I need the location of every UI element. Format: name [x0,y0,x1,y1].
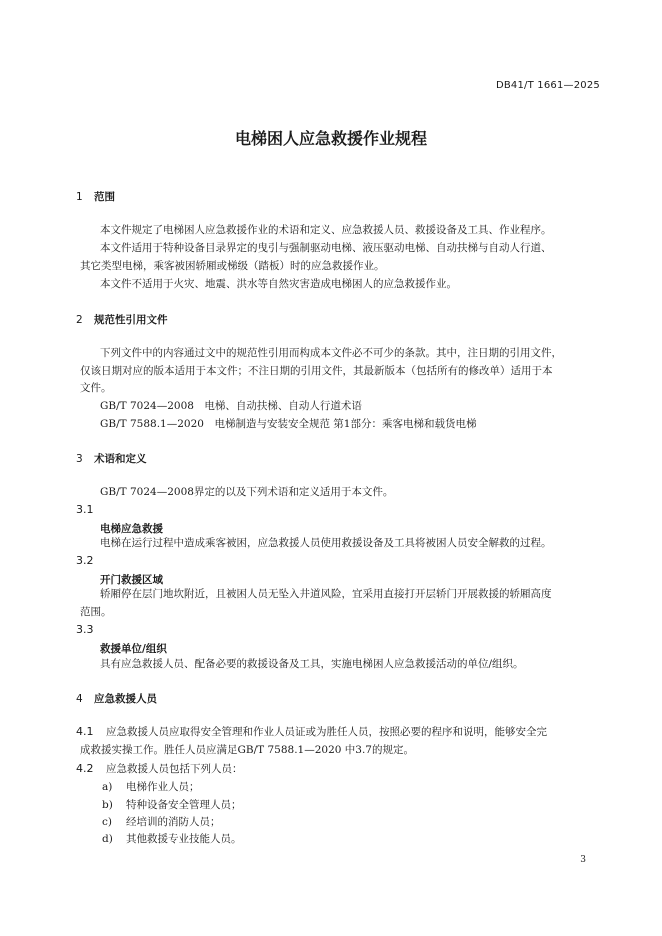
section-2-para: 仅该日期对应的版本适用于本文件；不注日期的引用文件，其最新版本（包括所有的修改单）适用于本 [80,365,553,377]
section-2-heading: 2 规范性引用文件 [76,314,168,326]
document-code: DB41/T 1661—2025 [495,80,600,91]
term-number: 3.1 [76,503,94,516]
term-name: 电梯应急救援 [100,523,163,535]
clause-4-1: 4.1 应急救援人员应取得安全管理和作业人员证或为胜任人员，按照必要的程序和说明，能够安全完 [76,725,547,738]
reference-item: GB/T 7024—2008 电梯、自动扶梯、自动人行道术语 [100,400,362,412]
reference-item: GB/T 7588.1—2020 电梯制造与安装安全规范 第1部分：乘客电梯和载货电梯 [100,418,477,430]
section-4-heading: 4 应急救援人员 [76,693,157,705]
section-1-heading: 1 范围 [76,191,115,203]
term-name: 救援单位/组织 [100,643,167,655]
section-1-para: 本文件不适用于火灾、地震、洪水等自然灾害造成电梯困人的应急救援作业。 [100,278,457,290]
term-number: 3.3 [76,623,94,636]
term-definition: 轿厢停在层门地坎附近，且被困人员无坠入井道风险，宜采用直接打开层轿门开展救援的轿厢高度 [100,588,552,600]
list-item: a) 电梯作业人员； [102,781,200,793]
document-title: 电梯困人应急救援作业规程 [234,129,427,148]
term-name: 开门救援区域 [100,574,163,586]
list-item: c) 经培训的消防人员； [102,816,221,828]
section-1-para: 本文件规定了电梯困人应急救援作业的术语和定义、应急救援人员、救援设备及工具、作业程序。 [100,224,552,236]
term-definition: 范围。 [80,606,112,618]
term-number: 3.2 [76,554,94,567]
clause-4-1-cont: 成救援实操工作。胜任人员应满足GB/T 7588.1—2020 中3.7的规定。 [80,744,414,756]
section-1-para: 其它类型电梯，乘客被困轿厢或梯级（踏板）时的应急救援作业。 [80,260,385,272]
section-2-para: 文件。 [80,382,112,394]
section-3-heading: 3 术语和定义 [76,453,147,465]
section-1-para: 本文件适用于特种设备目录界定的曳引与强制驱动电梯、液压驱动电梯、自动扶梯与自动人行道、 [100,242,552,254]
list-item: b) 特种设备安全管理人员； [102,799,242,811]
term-definition: 电梯在运行过程中造成乘客被困，应急救援人员使用救援设备及工具将被困人员安全解救的过程。 [100,537,552,549]
section-2-para: 下列文件中的内容通过文中的规范性引用而构成本文件必不可少的条款。其中，注日期的引用文件， [100,347,562,359]
clause-4-2: 4.2 应急救援人员包括下列人员： [76,762,243,775]
page-number: 3 [580,855,586,865]
term-definition: 具有应急救援人员、配备必要的救援设备及工具，实施电梯困人应急救援活动的单位/组织。 [100,658,524,670]
section-3-intro: GB/T 7024—2008界定的以及下列术语和定义适用于本文件。 [100,486,394,498]
list-item: d) 其他救援专业技能人员。 [102,833,242,845]
